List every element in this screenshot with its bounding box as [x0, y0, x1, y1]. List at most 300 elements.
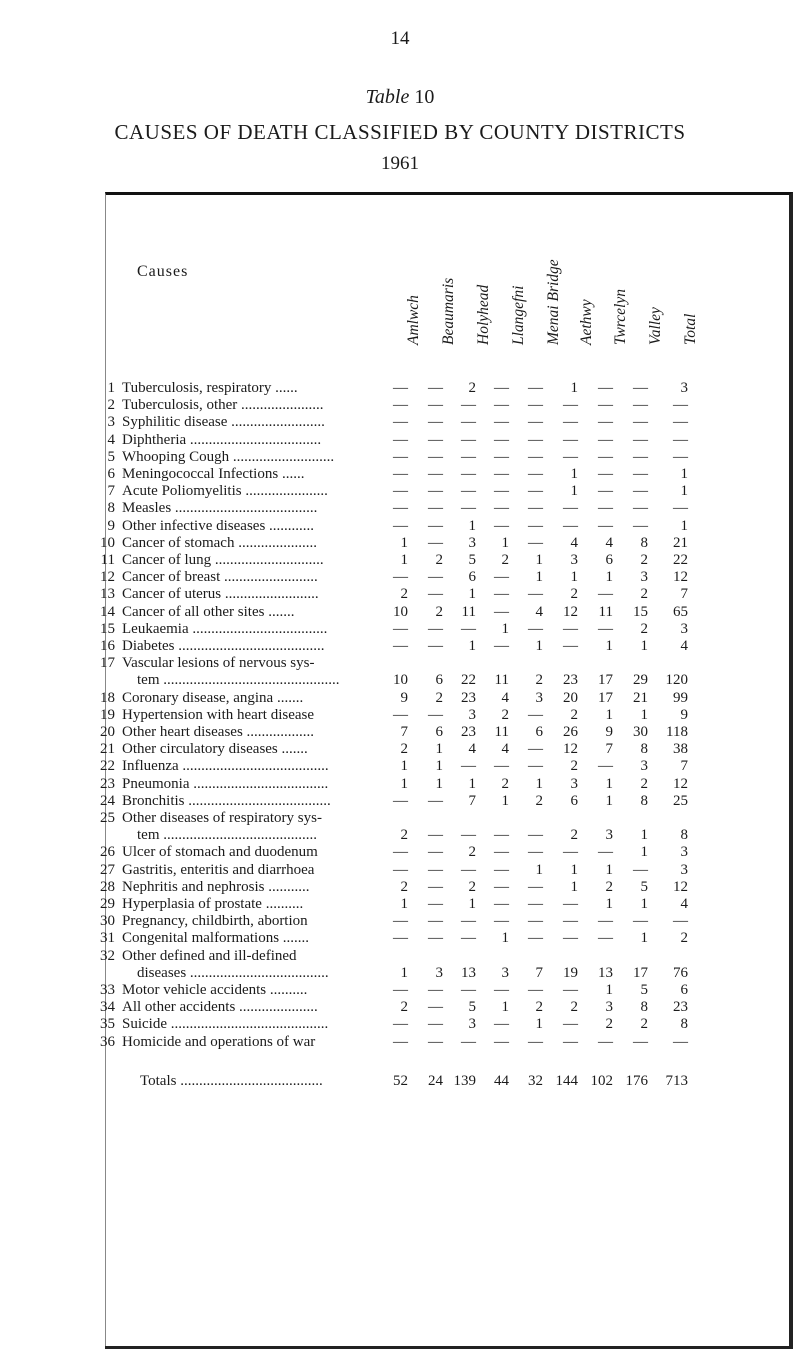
row-number: 5	[107, 448, 115, 465]
cell-amlwch: 2	[400, 999, 408, 1016]
cell-valley: 3	[640, 569, 648, 586]
row-number: 1	[107, 380, 115, 396]
cause-label: Hyperplasia of prostate ..........	[122, 896, 304, 912]
cell-beaumaris: —	[428, 896, 443, 912]
cause-label: Hypertension with heart disease	[122, 706, 315, 723]
table-row	[0, 517, 800, 535]
row-number: 24	[100, 792, 115, 809]
table-row	[0, 792, 800, 810]
cell-valley: —	[633, 483, 648, 500]
cell-holyhead: 23	[461, 689, 476, 706]
table-row	[0, 723, 800, 741]
table-row	[0, 448, 800, 466]
cell-total: 99	[673, 689, 688, 706]
cell-valley: 1	[640, 638, 648, 654]
cell-total: 12	[673, 878, 688, 895]
cell-total: 3	[680, 380, 688, 396]
cell-twrcelyn: —	[598, 913, 613, 930]
table-row	[0, 689, 800, 707]
cell-aethwy: 2	[570, 827, 578, 844]
cell-menai-bridge: —	[528, 414, 543, 431]
cell-aethwy: —	[563, 930, 578, 947]
cell-amlwch: —	[393, 1033, 408, 1050]
cell-twrcelyn: 1	[605, 569, 613, 586]
cell-beaumaris: 2	[435, 689, 443, 706]
cell-holyhead: —	[461, 448, 476, 465]
cell-holyhead: —	[461, 431, 476, 448]
cell-total: 3	[680, 620, 688, 637]
cause-label: Meningococcal Infections ......	[122, 466, 305, 482]
cell-beaumaris: 3	[435, 964, 443, 981]
table-row	[0, 757, 800, 775]
cell-aethwy: 26	[563, 724, 578, 740]
cell-amlwch: 2	[400, 878, 408, 895]
cell-amlwch: —	[393, 500, 408, 517]
cell-twrcelyn: 1	[605, 638, 613, 654]
cell-llangefni: —	[494, 517, 509, 534]
table-row	[0, 637, 800, 655]
cell-beaumaris: —	[428, 861, 443, 878]
cell-aethwy: —	[563, 500, 578, 517]
table-year: 1961	[381, 153, 419, 174]
cell-twrcelyn: 13	[598, 964, 613, 981]
cell-holyhead: 3	[468, 706, 476, 723]
cell-valley: 8	[640, 741, 648, 758]
table-row	[0, 396, 800, 414]
cell-total: —	[673, 500, 688, 517]
cell-amlwch: —	[393, 913, 408, 930]
row-number: 34	[100, 999, 115, 1016]
cell-total: 22	[673, 552, 688, 568]
cell-amlwch: 1	[400, 758, 408, 775]
cell-holyhead: —	[461, 483, 476, 500]
cell-llangefni: —	[494, 466, 509, 482]
row-number: 22	[100, 758, 115, 775]
cell-amlwch: —	[393, 431, 408, 448]
table-row	[0, 775, 800, 793]
table-row	[0, 929, 800, 947]
cell-menai-bridge: 1	[535, 638, 543, 654]
cell-llangefni: —	[494, 1016, 509, 1033]
cell-amlwch: 2	[400, 741, 408, 758]
cell-amlwch: 9	[400, 689, 408, 706]
cell-twrcelyn: —	[598, 1033, 613, 1050]
cell-menai-bridge: 7	[535, 964, 543, 981]
cell-aethwy: 1	[570, 878, 578, 895]
cell-amlwch: —	[393, 982, 408, 998]
cell-twrcelyn: 6	[605, 552, 613, 568]
column-header-twrcelyn: Twrcelyn	[612, 289, 629, 345]
cell-aethwy: —	[563, 844, 578, 861]
cell-menai-bridge: 4	[535, 603, 543, 620]
cell-twrcelyn: 1	[605, 792, 613, 809]
cell-menai-bridge: —	[528, 844, 543, 861]
cell-menai-bridge: —	[528, 500, 543, 517]
table-row	[0, 431, 800, 449]
column-header-valley: Valley	[647, 307, 664, 345]
cell-total: 76	[673, 964, 688, 981]
cell-aethwy: —	[563, 982, 578, 998]
cell-total: 4	[680, 896, 688, 912]
cell-llangefni: —	[494, 483, 509, 500]
totals-label: Totals ......................................	[140, 1072, 323, 1089]
row-number: 27	[100, 861, 115, 878]
total-amlwch: 52	[393, 1072, 408, 1089]
table-title: CAUSES OF DEATH CLASSIFIED BY COUNTY DISTRICTS	[114, 120, 686, 144]
cell-amlwch: —	[393, 792, 408, 809]
row-number: 6	[107, 466, 115, 482]
cell-beaumaris: —	[428, 844, 443, 861]
cell-total: 7	[680, 586, 688, 603]
cause-label: Gastritis, enteritis and diarrhoea	[122, 861, 315, 878]
cell-holyhead: —	[461, 930, 476, 947]
cell-llangefni: —	[494, 500, 509, 517]
cell-llangefni: —	[494, 827, 509, 844]
row-number: 14	[100, 603, 115, 620]
cell-llangefni: —	[494, 569, 509, 586]
cell-valley: 1	[640, 827, 648, 844]
cell-twrcelyn: —	[598, 844, 613, 861]
cause-label: Influenza .......................................	[122, 758, 329, 775]
cell-total: 9	[680, 706, 688, 723]
cell-llangefni: 2	[501, 706, 509, 723]
cell-beaumaris: —	[428, 792, 443, 809]
totals-row	[0, 1072, 800, 1090]
table-row	[0, 620, 800, 638]
cell-valley: 1	[640, 844, 648, 861]
cell-valley: 5	[640, 982, 648, 998]
cell-aethwy: 2	[570, 999, 578, 1016]
cell-valley: 2	[640, 620, 648, 637]
cause-label: Other diseases of respiratory sys-	[122, 810, 322, 826]
cell-amlwch: 2	[400, 586, 408, 603]
cell-beaumaris: —	[428, 913, 443, 930]
cell-menai-bridge: 1	[535, 861, 543, 878]
cell-holyhead: —	[461, 414, 476, 431]
cell-valley: 1	[640, 930, 648, 947]
cell-aethwy: 1	[570, 466, 578, 482]
cell-menai-bridge: —	[528, 758, 543, 775]
cause-label-continued: diseases .....................................	[137, 964, 329, 981]
cell-amlwch: —	[393, 448, 408, 465]
cell-beaumaris: —	[428, 706, 443, 723]
cell-holyhead: —	[461, 500, 476, 517]
cell-beaumaris: —	[428, 586, 443, 603]
cell-aethwy: —	[563, 1016, 578, 1033]
cell-beaumaris: —	[428, 982, 443, 998]
row-number: 7	[107, 483, 115, 500]
cell-menai-bridge: —	[528, 913, 543, 930]
cell-llangefni: —	[494, 380, 509, 396]
table-row	[0, 912, 800, 930]
cell-beaumaris: —	[428, 1033, 443, 1050]
table-row	[0, 534, 800, 552]
cell-holyhead: 2	[468, 878, 476, 895]
table-number	[0, 86, 800, 109]
table-row	[0, 998, 800, 1016]
cell-llangefni: —	[494, 1033, 509, 1050]
cell-llangefni: —	[494, 861, 509, 878]
row-number: 36	[100, 1033, 115, 1050]
cause-label: Bronchitis ......................................	[122, 792, 331, 809]
cell-amlwch: —	[393, 397, 408, 414]
cell-valley: 21	[633, 689, 648, 706]
cell-valley: —	[633, 517, 648, 534]
cell-amlwch: 1	[400, 775, 408, 792]
cell-menai-bridge: —	[528, 982, 543, 998]
total-valley: 176	[625, 1072, 648, 1089]
cell-valley: 1	[640, 896, 648, 912]
cell-valley: 2	[640, 1016, 648, 1033]
cause-label: Leukaemia ....................................	[122, 620, 328, 637]
cell-llangefni: 1	[501, 620, 509, 637]
cell-beaumaris: —	[428, 517, 443, 534]
cell-llangefni: —	[494, 982, 509, 998]
cell-beaumaris: —	[428, 534, 443, 551]
cell-aethwy: 4	[570, 534, 578, 551]
cell-twrcelyn: —	[598, 380, 613, 396]
cell-menai-bridge: —	[528, 1033, 543, 1050]
column-header-amlwch: Amlwch	[405, 295, 422, 345]
cell-llangefni: 11	[494, 724, 509, 740]
row-number: 28	[100, 878, 115, 895]
cell-menai-bridge: —	[528, 466, 543, 482]
cell-menai-bridge: 3	[535, 689, 543, 706]
cell-llangefni: —	[494, 913, 509, 930]
cell-twrcelyn: 3	[605, 827, 613, 844]
cell-total: 6	[680, 982, 688, 998]
cell-holyhead: 22	[461, 672, 476, 689]
table-row	[0, 585, 800, 603]
row-number: 13	[100, 586, 115, 603]
cell-menai-bridge: —	[528, 397, 543, 414]
cell-llangefni: —	[494, 758, 509, 775]
cell-aethwy: 1	[570, 483, 578, 500]
cause-label: Cancer of breast .........................	[122, 569, 318, 586]
table-row	[0, 1015, 800, 1033]
cell-valley: —	[633, 431, 648, 448]
table-row	[0, 843, 800, 861]
cell-valley: —	[633, 861, 648, 878]
cell-aethwy: 2	[570, 586, 578, 603]
causes-header: Causes	[137, 263, 189, 280]
cell-valley: —	[633, 913, 648, 930]
cell-menai-bridge: —	[528, 930, 543, 947]
cell-menai-bridge: 1	[535, 552, 543, 568]
cell-aethwy: 2	[570, 706, 578, 723]
cell-holyhead: —	[461, 827, 476, 844]
cause-label: Ulcer of stomach and duodenum	[122, 844, 318, 861]
cell-total: 1	[680, 483, 688, 500]
cell-twrcelyn: 4	[605, 534, 613, 551]
cause-label: Tuberculosis, other ......................	[122, 397, 324, 414]
cell-amlwch: 7	[400, 724, 408, 740]
cell-holyhead: 11	[461, 603, 476, 620]
table-row	[0, 895, 800, 913]
cause-label: All other accidents .....................	[122, 999, 318, 1016]
cell-valley: 8	[640, 534, 648, 551]
cell-amlwch: 1	[400, 534, 408, 551]
cell-llangefni: 2	[501, 775, 509, 792]
cell-twrcelyn: 1	[605, 706, 613, 723]
cell-aethwy: —	[563, 448, 578, 465]
cause-label: Cancer of uterus .........................	[122, 586, 319, 603]
cell-total: —	[673, 448, 688, 465]
row-number: 8	[107, 500, 115, 517]
cell-beaumaris: —	[428, 999, 443, 1016]
row-number: 21	[100, 741, 115, 758]
cell-holyhead: —	[461, 466, 476, 482]
cell-aethwy: —	[563, 620, 578, 637]
total-total: 713	[665, 1072, 688, 1089]
cell-aethwy: 1	[570, 861, 578, 878]
cell-twrcelyn: —	[598, 483, 613, 500]
cell-valley: 2	[640, 586, 648, 603]
cell-holyhead: 2	[468, 380, 476, 396]
cell-amlwch: —	[393, 466, 408, 482]
cause-label-continued: tem .........................................	[137, 827, 317, 844]
total-holyhead: 139	[453, 1072, 476, 1089]
cell-amlwch: —	[393, 861, 408, 878]
cell-menai-bridge: 2	[535, 999, 543, 1016]
cell-twrcelyn: —	[598, 930, 613, 947]
cell-total: 23	[673, 999, 688, 1016]
cell-amlwch: —	[393, 1016, 408, 1033]
cell-twrcelyn: —	[598, 397, 613, 414]
cell-holyhead: —	[461, 861, 476, 878]
cause-label: Other heart diseases ..................	[122, 724, 315, 740]
cell-llangefni: 11	[494, 672, 509, 689]
cell-amlwch: 1	[400, 896, 408, 912]
cell-total: —	[673, 414, 688, 431]
cell-beaumaris: —	[428, 483, 443, 500]
cell-twrcelyn: 1	[605, 861, 613, 878]
cause-label: Homicide and operations of war	[122, 1033, 316, 1050]
cause-label: Diabetes .......................................	[122, 638, 325, 654]
table-row	[0, 482, 800, 500]
cell-twrcelyn: 1	[605, 775, 613, 792]
row-number: 18	[100, 689, 115, 706]
row-number: 29	[100, 896, 115, 912]
cell-valley: —	[633, 397, 648, 414]
cell-llangefni: 4	[501, 741, 509, 758]
cell-holyhead: —	[461, 758, 476, 775]
cell-aethwy: —	[563, 517, 578, 534]
cell-valley: 2	[640, 775, 648, 792]
table-row	[0, 809, 800, 844]
cell-total: 8	[680, 827, 688, 844]
row-number: 9	[107, 517, 115, 534]
row-number: 20	[100, 724, 115, 740]
cell-valley: 2	[640, 552, 648, 568]
cause-label: Cancer of stomach .....................	[122, 534, 317, 551]
cell-menai-bridge: —	[528, 741, 543, 758]
row-number: 10	[100, 534, 115, 551]
cell-twrcelyn: —	[598, 448, 613, 465]
cause-label: Diphtheria ...................................	[122, 431, 322, 448]
table-row	[0, 551, 800, 569]
cell-valley: —	[633, 414, 648, 431]
cause-label: Suicide ..........................................	[122, 1016, 329, 1033]
column-header-llangefni: Llangefni	[510, 285, 527, 345]
cell-twrcelyn: 1	[605, 982, 613, 998]
cause-label: Measles ......................................	[122, 500, 318, 517]
cell-holyhead: 5	[468, 552, 476, 568]
cell-beaumaris: —	[428, 569, 443, 586]
cell-twrcelyn: —	[598, 500, 613, 517]
cell-amlwch: —	[393, 414, 408, 431]
cell-valley: 8	[640, 999, 648, 1016]
cell-menai-bridge: —	[528, 517, 543, 534]
row-number: 33	[100, 982, 115, 998]
cell-aethwy: 12	[563, 741, 578, 758]
cell-twrcelyn: —	[598, 758, 613, 775]
cause-label: Motor vehicle accidents ..........	[122, 982, 308, 998]
row-number: 26	[100, 844, 115, 861]
cell-holyhead: —	[461, 982, 476, 998]
cell-total: 120	[665, 672, 688, 689]
cell-menai-bridge: —	[528, 827, 543, 844]
row-number: 12	[100, 569, 115, 586]
cell-total: 3	[680, 861, 688, 878]
cell-menai-bridge: 2	[535, 792, 543, 809]
cell-aethwy: 19	[563, 964, 578, 981]
cell-llangefni: —	[494, 448, 509, 465]
cell-total: 21	[673, 534, 688, 551]
cell-menai-bridge: 1	[535, 569, 543, 586]
cell-llangefni: 1	[501, 930, 509, 947]
cause-label: Other defined and ill-defined	[122, 947, 297, 964]
cell-holyhead: 13	[461, 964, 476, 981]
cell-llangefni: —	[494, 603, 509, 620]
cell-beaumaris: 2	[435, 552, 443, 568]
cell-aethwy: —	[563, 431, 578, 448]
cell-amlwch: —	[393, 483, 408, 500]
cell-aethwy: 1	[570, 569, 578, 586]
cell-total: 2	[680, 930, 688, 947]
cause-label: Syphilitic disease .........................	[122, 414, 325, 431]
cell-aethwy: 12	[563, 603, 578, 620]
row-number: 31	[100, 930, 115, 947]
cell-beaumaris: —	[428, 448, 443, 465]
cause-label: Coronary disease, angina .......	[122, 689, 304, 706]
cell-beaumaris: —	[428, 431, 443, 448]
cell-aethwy: —	[563, 913, 578, 930]
cell-amlwch: —	[393, 620, 408, 637]
row-number: 35	[100, 1016, 115, 1033]
cell-beaumaris: —	[428, 500, 443, 517]
cell-twrcelyn: 1	[605, 896, 613, 912]
cell-menai-bridge: —	[528, 878, 543, 895]
cell-twrcelyn: —	[598, 517, 613, 534]
cause-label-continued: tem ...............................................	[137, 672, 340, 689]
cell-total: 12	[673, 569, 688, 586]
table-row	[0, 1033, 800, 1051]
cell-beaumaris: —	[428, 930, 443, 947]
row-number: 32	[100, 947, 115, 964]
cause-label: Congenital malformations .......	[122, 930, 310, 947]
cell-twrcelyn: 11	[598, 603, 613, 620]
cell-valley: 8	[640, 792, 648, 809]
cell-amlwch: 2	[400, 827, 408, 844]
cause-label: Nephritis and nephrosis ...........	[122, 878, 310, 895]
table-row	[0, 947, 800, 981]
cell-beaumaris: 1	[435, 741, 443, 758]
cell-valley: —	[633, 448, 648, 465]
cell-aethwy: —	[563, 638, 578, 654]
cell-amlwch: —	[393, 638, 408, 654]
cell-llangefni: 1	[501, 534, 509, 551]
